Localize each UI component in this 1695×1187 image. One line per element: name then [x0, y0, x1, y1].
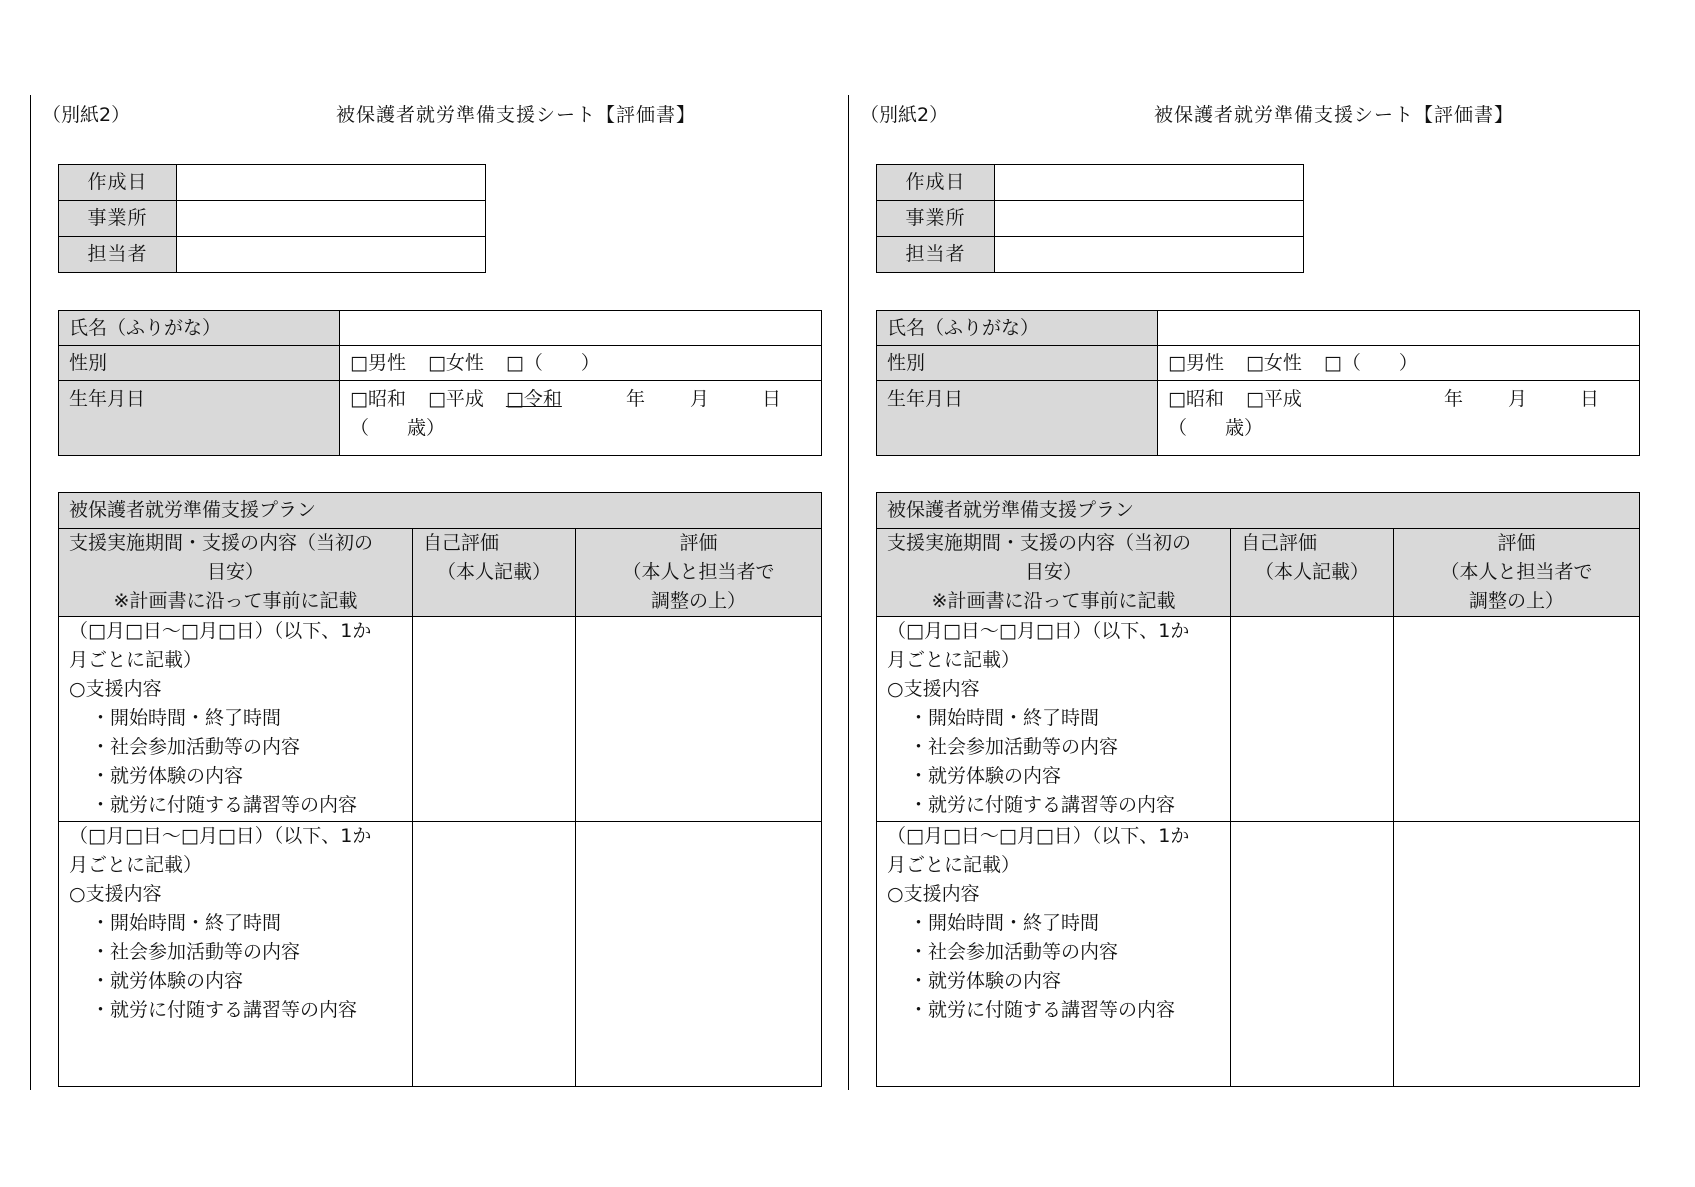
plan-column-headers — [59, 529, 822, 617]
birthdate-label: 生年月日 — [877, 381, 1158, 456]
header-line: ※計画書に沿って事前に記載 — [113, 590, 358, 612]
header-row — [59, 201, 486, 237]
name-input[interactable] — [1158, 311, 1640, 346]
name-row — [59, 311, 822, 346]
content-line: 月ごとに記載） — [887, 649, 1021, 671]
self-eval-input[interactable] — [1231, 617, 1394, 822]
era-checkbox-option[interactable]: □昭和 — [1168, 388, 1224, 410]
gender-label: 性別 — [877, 346, 1158, 381]
birthdate-field — [1158, 381, 1640, 456]
plan-content-cell — [877, 822, 1231, 1087]
person-info-table — [58, 310, 822, 456]
plan-column-headers — [877, 529, 1640, 617]
plan-row — [877, 617, 1640, 822]
date-unit: 日 — [1580, 388, 1600, 410]
self-eval-input[interactable] — [1231, 822, 1394, 1087]
birthdate-line — [350, 385, 811, 414]
content-line: 月ごとに記載） — [887, 854, 1021, 876]
content-item: ・社会参加活動等の内容 — [91, 941, 301, 963]
content-item: ・就労体験の内容 — [909, 970, 1062, 992]
eval-input[interactable] — [576, 822, 822, 1087]
name-row — [877, 311, 1640, 346]
content-line: （□月□日～□月□日）（以下、1か — [887, 620, 1190, 642]
date-unit: 日 — [762, 388, 782, 410]
header-info-table — [876, 164, 1304, 273]
column-header-self-eval — [413, 529, 576, 617]
gender-label: 性別 — [59, 346, 340, 381]
content-item: ・開始時間・終了時間 — [909, 912, 1100, 934]
form-page-1 — [0, 0, 818, 1187]
gender-checkbox-option[interactable]: □女性 — [1245, 351, 1302, 374]
header-line: （本人記載） — [436, 561, 551, 583]
content-item: ・就労に付随する講習等の内容 — [91, 999, 358, 1021]
eval-input[interactable] — [576, 617, 822, 822]
field-label: 作成日 — [877, 165, 995, 201]
margin-line — [30, 95, 31, 1090]
page-title: 被保護者就労準備支援シート【評価書】 — [1154, 104, 1515, 126]
content-line: ○支援内容 — [69, 678, 162, 700]
plan-content-cell — [59, 617, 413, 822]
plan-title: 被保護者就労準備支援プラン — [877, 493, 1640, 529]
name-input[interactable] — [340, 311, 822, 346]
plan-content-cell — [59, 822, 413, 1087]
header-line: 自己評価 — [423, 532, 500, 554]
page-title: 被保護者就労準備支援シート【評価書】 — [336, 104, 697, 126]
header-row — [59, 237, 486, 273]
gender-options — [340, 346, 822, 381]
name-label: 氏名（ふりがな） — [59, 311, 340, 346]
plan-row — [59, 617, 822, 822]
era-checkbox-option[interactable]: □平成 — [1245, 388, 1302, 410]
gender-checkbox-option[interactable]: □男性 — [1168, 351, 1224, 374]
header-row — [59, 165, 486, 201]
header-line: 自己評価 — [1241, 532, 1318, 554]
gender-row — [59, 346, 822, 381]
birthdate-row — [59, 381, 822, 456]
field-input[interactable] — [177, 201, 486, 237]
content-item: ・社会参加活動等の内容 — [91, 736, 301, 758]
birthdate-row — [877, 381, 1640, 456]
birthdate-field — [340, 381, 822, 456]
birthdate-line — [1168, 385, 1629, 414]
margin-line — [848, 95, 849, 1090]
self-eval-input[interactable] — [413, 617, 576, 822]
content-item: ・開始時間・終了時間 — [91, 707, 282, 729]
annex-label: （別紙2） — [860, 104, 949, 126]
content-line: 月ごとに記載） — [69, 854, 203, 876]
field-label: 事業所 — [877, 201, 995, 237]
column-header-self-eval — [1231, 529, 1394, 617]
form-page-2 — [818, 0, 1636, 1187]
header-line: 目安） — [1024, 561, 1082, 583]
date-unit: 月 — [690, 388, 710, 410]
column-header-content — [59, 529, 413, 617]
name-label: 氏名（ふりがな） — [877, 311, 1158, 346]
content-item: ・開始時間・終了時間 — [91, 912, 282, 934]
era-checkbox-option[interactable]: □平成 — [427, 388, 484, 410]
gender-checkbox-option[interactable]: □（ ） — [505, 351, 600, 374]
plan-content-cell — [877, 617, 1231, 822]
header-line: 目安） — [206, 561, 264, 583]
content-line: （□月□日～□月□日）（以下、1か — [887, 825, 1190, 847]
field-input[interactable] — [995, 201, 1304, 237]
content-item: ・就労体験の内容 — [91, 765, 244, 787]
age-field[interactable]: （ 歳） — [1168, 417, 1264, 439]
content-line: （□月□日～□月□日）（以下、1か — [69, 825, 372, 847]
content-item: ・就労に付随する講習等の内容 — [91, 794, 358, 816]
content-line: （□月□日～□月□日）（以下、1か — [69, 620, 372, 642]
gender-checkbox-option[interactable]: □女性 — [427, 351, 484, 374]
self-eval-input[interactable] — [413, 822, 576, 1087]
person-info-table — [876, 310, 1640, 456]
gender-checkbox-option[interactable]: □（ ） — [1323, 351, 1418, 374]
field-input[interactable] — [995, 165, 1304, 201]
plan-title-row — [59, 493, 822, 529]
eval-input[interactable] — [1394, 822, 1640, 1087]
header-row — [877, 201, 1304, 237]
header-line: 調整の上） — [1468, 590, 1564, 612]
header-line: 評価 — [1497, 532, 1536, 554]
header-line: 評価 — [679, 532, 718, 554]
field-label: 担当者 — [877, 237, 995, 273]
header-row — [877, 237, 1304, 273]
header-info-table — [58, 164, 486, 273]
plan-row — [59, 822, 822, 1087]
content-item: ・開始時間・終了時間 — [909, 707, 1100, 729]
header-line: ※計画書に沿って事前に記載 — [931, 590, 1176, 612]
header-line: 支援実施期間・支援の内容（当初の — [887, 532, 1192, 554]
column-header-content — [877, 529, 1231, 617]
birthdate-label: 生年月日 — [59, 381, 340, 456]
content-item: ・就労体験の内容 — [909, 765, 1062, 787]
header-line: （本人記載） — [1254, 561, 1369, 583]
field-input[interactable] — [177, 165, 486, 201]
support-plan-table — [58, 492, 822, 1087]
content-item: ・就労に付随する講習等の内容 — [909, 794, 1176, 816]
support-plan-table — [876, 492, 1640, 1087]
column-header-eval — [1394, 529, 1640, 617]
header-line: 調整の上） — [650, 590, 746, 612]
field-input[interactable] — [995, 237, 1304, 273]
plan-row — [877, 822, 1640, 1087]
header-line: 支援実施期間・支援の内容（当初の — [69, 532, 374, 554]
content-item: ・社会参加活動等の内容 — [909, 941, 1119, 963]
header-line: （本人と担当者で — [1440, 561, 1593, 583]
column-header-eval — [576, 529, 822, 617]
era-checkbox-option[interactable]: □昭和 — [350, 388, 406, 410]
field-input[interactable] — [177, 237, 486, 273]
gender-row — [877, 346, 1640, 381]
content-line: ○支援内容 — [887, 883, 980, 905]
content-item: ・就労体験の内容 — [91, 970, 244, 992]
content-item: ・社会参加活動等の内容 — [909, 736, 1119, 758]
content-line: ○支援内容 — [887, 678, 980, 700]
content-line: 月ごとに記載） — [69, 649, 203, 671]
field-label: 担当者 — [59, 237, 177, 273]
plan-title: 被保護者就労準備支援プラン — [59, 493, 822, 529]
field-label: 作成日 — [59, 165, 177, 201]
field-label: 事業所 — [59, 201, 177, 237]
header-line: （本人と担当者で — [622, 561, 775, 583]
gender-checkbox-option[interactable]: □男性 — [350, 351, 406, 374]
date-unit: 年 — [1444, 388, 1464, 410]
eval-input[interactable] — [1394, 617, 1640, 822]
era-checkbox-option[interactable]: □令和 — [505, 388, 562, 410]
content-line: ○支援内容 — [69, 883, 162, 905]
age-field[interactable]: （ 歳） — [350, 417, 446, 439]
plan-title-row — [877, 493, 1640, 529]
content-item: ・就労に付随する講習等の内容 — [909, 999, 1176, 1021]
gender-options — [1158, 346, 1640, 381]
header-row — [877, 165, 1304, 201]
annex-label: （別紙2） — [42, 104, 131, 126]
date-unit: 月 — [1508, 388, 1528, 410]
date-unit: 年 — [626, 388, 646, 410]
